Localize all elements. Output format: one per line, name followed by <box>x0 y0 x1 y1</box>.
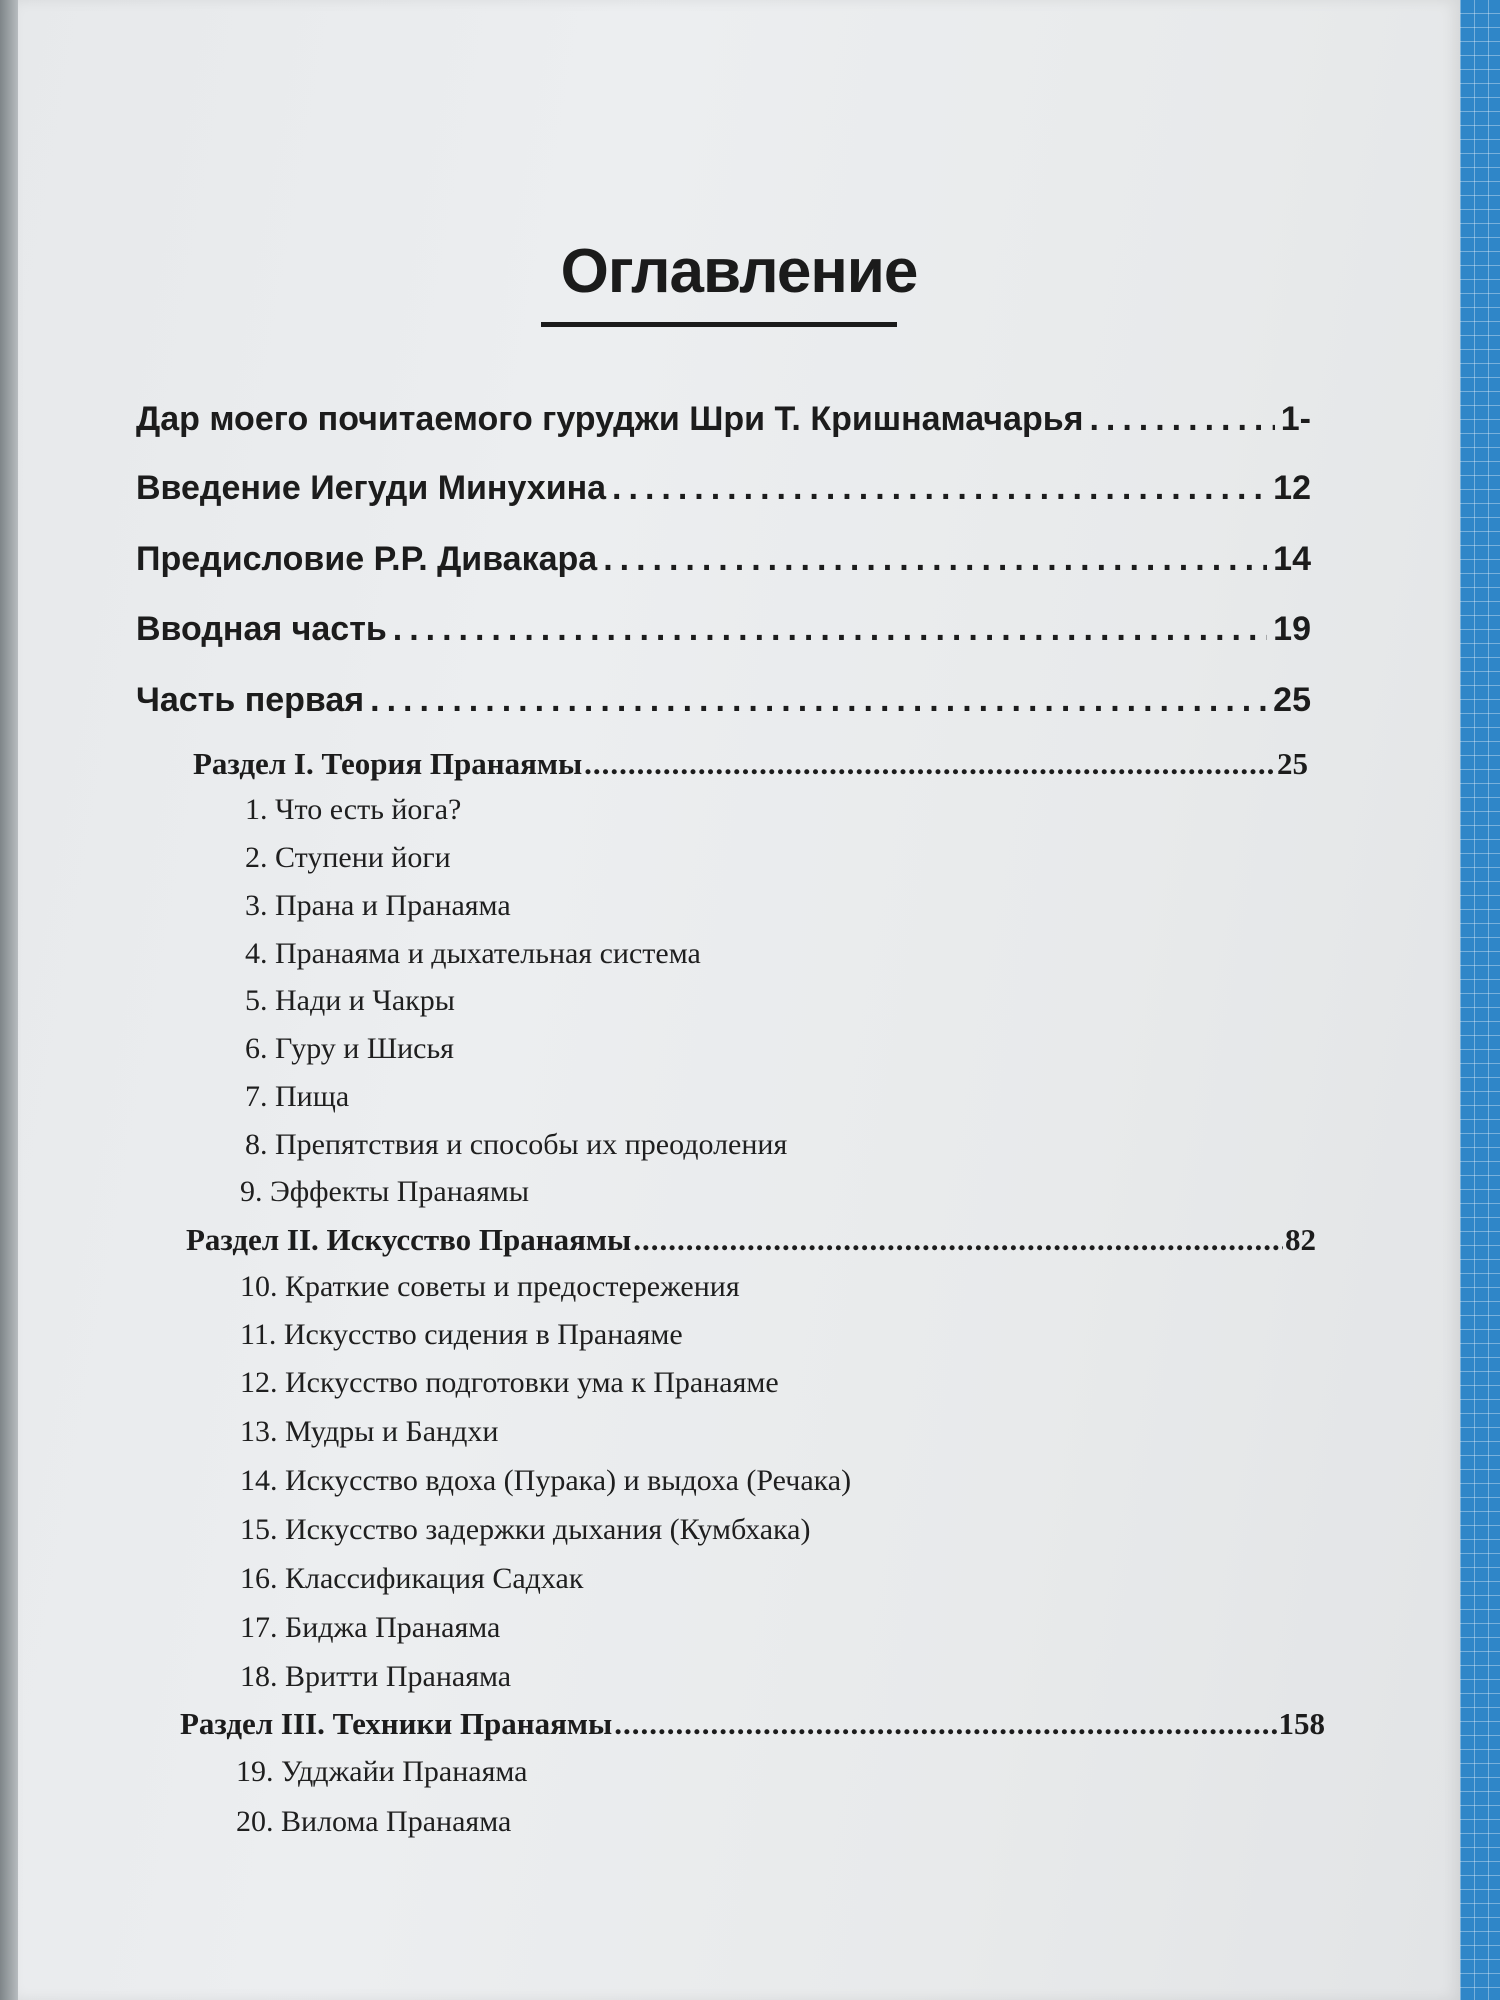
entry-page-number: 1- <box>1280 400 1311 438</box>
section-page-number: 25 <box>1277 746 1308 781</box>
chapter-item: 16. Классификация Садхак <box>240 1562 584 1595</box>
background-grid-paper <box>1460 0 1500 2000</box>
entry-page-number: 25 <box>1273 681 1311 719</box>
chapter-item: 11. Искусство сидения в Пранаяме <box>240 1318 683 1351</box>
leader-dots <box>393 610 1267 649</box>
entry-page-number: 14 <box>1273 540 1311 578</box>
chapter-item: 18. Вритти Пранаяма <box>240 1660 512 1693</box>
chapter-item: 7. Пища <box>245 1080 350 1113</box>
chapter-item: 14. Искусство вдоха (Пурака) и выдоха (Речака) <box>240 1464 852 1497</box>
chapter-item: 13. Мудры и Бандхи <box>240 1415 499 1448</box>
toc-main-entry <box>136 540 1311 579</box>
entry-page-number: 19 <box>1273 610 1311 648</box>
entry-page-number: 12 <box>1273 469 1311 507</box>
entry-label: Часть первая <box>136 681 365 719</box>
chapter-item: 15. Искусство задержки дыхания (Кумбхака) <box>240 1513 811 1546</box>
chapter-item: 10. Краткие советы и предостережения <box>240 1270 740 1303</box>
entry-label: Дар моего почитаемого гуруджи Шри Т. Кришнамачарья <box>136 400 1084 438</box>
toc-section-entry <box>186 1222 1316 1258</box>
toc-section-entry <box>180 1706 1325 1742</box>
page-title: Оглавление <box>560 237 918 306</box>
chapter-item: 3. Прана и Пранаяма <box>245 889 511 922</box>
chapter-item: 12. Искусство подготовки ума к Пранаяме <box>240 1366 779 1399</box>
chapter-item: 9. Эффекты Пранаямы <box>240 1175 530 1208</box>
chapter-item: 4. Пранаяма и дыхательная система <box>245 937 701 970</box>
chapter-item: 17. Биджа Пранаяма <box>240 1611 501 1644</box>
entry-label: Вводная часть <box>136 610 387 648</box>
chapter-item: 2. Ступени йоги <box>245 841 451 874</box>
section-page-number: 82 <box>1285 1222 1316 1257</box>
leader-dots <box>370 681 1267 720</box>
entry-label: Введение Иегуди Минухина <box>136 469 607 507</box>
book-page <box>18 0 1460 2000</box>
section-label: Раздел II. Искусство Пранаямы <box>186 1222 632 1257</box>
leader-dots <box>584 746 1275 782</box>
chapter-item: 6. Гуру и Шисья <box>245 1032 454 1065</box>
title-underline <box>541 322 897 327</box>
entry-label: Предисловие Р.Р. Дивакара <box>136 540 598 578</box>
section-page-number: 158 <box>1278 1706 1325 1741</box>
toc-main-entry <box>136 610 1311 649</box>
leader-dots <box>1089 400 1274 439</box>
chapter-item: 19. Удджайи Пранаяма <box>236 1755 528 1788</box>
chapter-item: 8. Препятствия и способы их преодоления <box>245 1128 788 1161</box>
leader-dots <box>612 469 1267 508</box>
chapter-item: 1. Что есть йога? <box>245 793 462 826</box>
toc-main-entry <box>136 400 1311 439</box>
toc-main-entry <box>136 469 1311 508</box>
section-label: Раздел I. Теория Пранаямы <box>193 746 583 781</box>
chapter-item: 5. Нади и Чакры <box>245 984 455 1017</box>
book-binding-edge <box>0 0 18 2000</box>
toc-section-entry <box>193 746 1308 782</box>
toc-main-entry <box>136 681 1311 720</box>
leader-dots <box>614 1706 1276 1742</box>
leader-dots <box>603 540 1267 579</box>
section-label: Раздел III. Техники Пранаямы <box>180 1706 613 1741</box>
leader-dots <box>633 1222 1283 1258</box>
chapter-item: 20. Вилома Пранаяма <box>236 1805 512 1838</box>
